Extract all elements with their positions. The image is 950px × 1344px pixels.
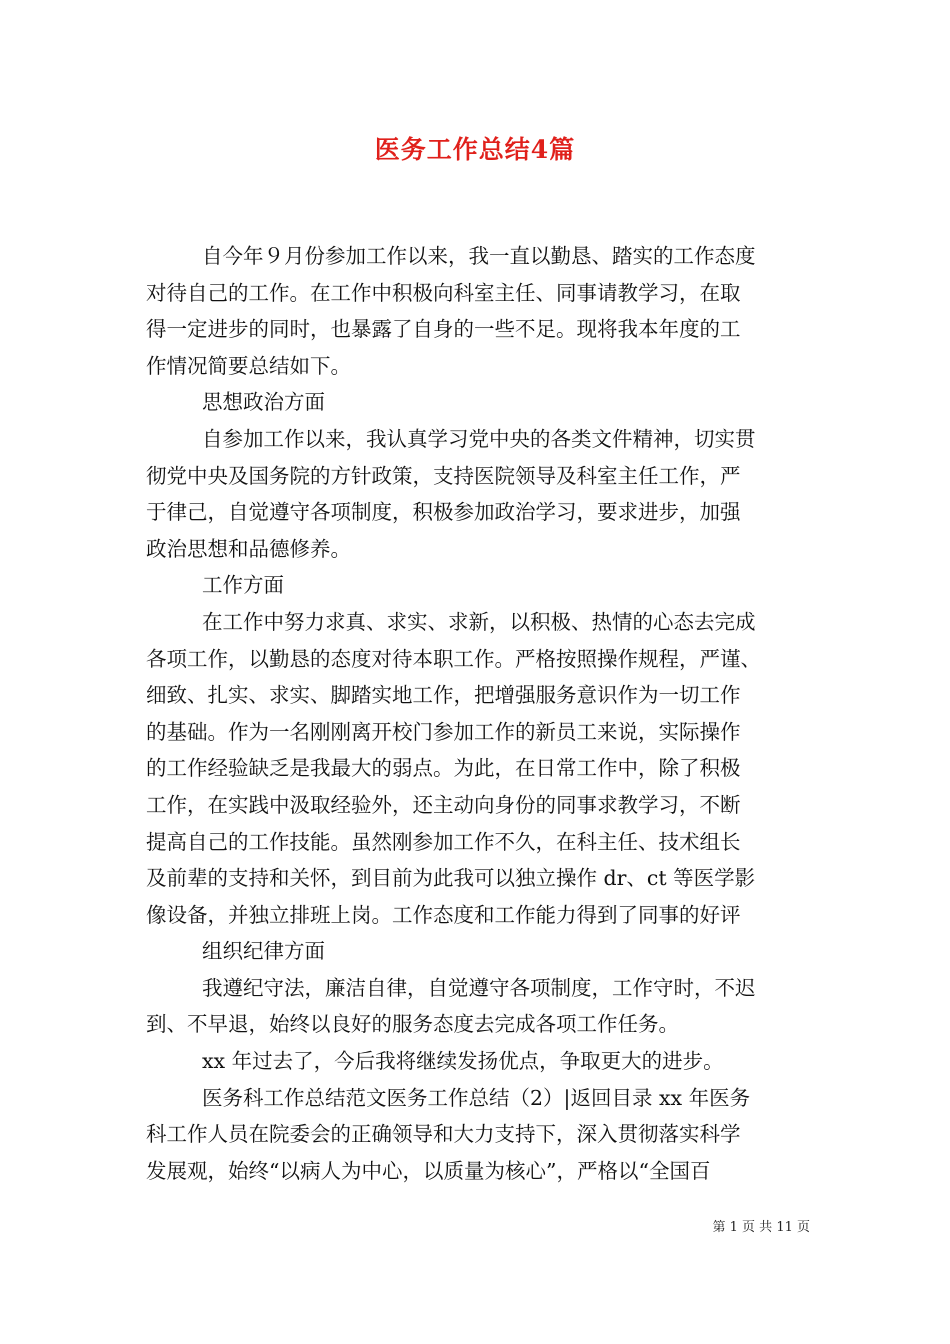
paragraph-line: 科工作人员在院委会的正确领导和大力支持下，深入贯彻落实科学	[146, 1122, 741, 1147]
paragraph-line: 作情况简要总结如下。	[146, 353, 351, 378]
paragraph-line: 对待自己的工作。在工作中积极向科室主任、同事请教学习，在取	[146, 280, 741, 305]
page-number-footer: 第 1 页 共 11 页	[712, 1220, 810, 1235]
paragraph-line: 提高自己的工作技能。虽然刚参加工作不久，在科主任、技术组长	[146, 829, 741, 854]
paragraph-line: 的工作经验缺乏是我最大的弱点。为此，在日常工作中，除了积极	[146, 756, 741, 781]
paragraph-line: xx 年过去了，今后我将继续发扬优点，争取更大的进步。	[202, 1049, 724, 1074]
paragraph-line: 到、不早退，始终以良好的服务态度去完成各项工作任务。	[146, 1012, 679, 1037]
document-title: 医务工作总结4篇	[374, 135, 576, 164]
paragraph-line: 彻党中央及国务院的方针政策，支持医院领导及科室主任工作，严	[146, 463, 741, 488]
paragraph-line: 自参加工作以来，我认真学习党中央的各类文件精神，切实贯	[202, 426, 756, 451]
paragraph-line: 的基础。作为一名刚刚离开校门参加工作的新员工来说，实际操作	[146, 719, 741, 744]
section-heading: 思想政治方面	[202, 390, 325, 415]
paragraph-line: 政治思想和品德修养。	[146, 536, 351, 561]
paragraph-line: 工作，在实践中汲取经验外，还主动向身份的同事求教学习，不断	[146, 792, 741, 817]
paragraph-line: 发展观，始终“以病人为中心，以质量为核心”，严格以“全国百	[146, 1158, 711, 1183]
paragraph-line: 在工作中努力求真、求实、求新，以积极、热情的心态去完成	[202, 609, 756, 634]
section-heading: 工作方面	[202, 573, 284, 598]
paragraph-line: 各项工作，以勤恳的态度对待本职工作。严格按照操作规程，严谨、	[146, 646, 761, 671]
paragraph-line: 得一定进步的同时，也暴露了自身的一些不足。现将我本年度的工	[146, 317, 741, 342]
paragraph-line: 医务科工作总结范文医务工作总结（2）|返回目录 xx 年医务	[202, 1085, 751, 1110]
paragraph-line: 自今年９月份参加工作以来，我一直以勤恳、踏实的工作态度	[202, 244, 756, 268]
paragraph-line: 像设备，并独立排班上岗。工作态度和工作能力得到了同事的好评	[146, 902, 741, 927]
paragraph-line: 于律己，自觉遵守各项制度，积极参加政治学习，要求进步，加强	[146, 500, 741, 525]
document-body	[146, 238, 806, 1189]
paragraph-line: 细致、扎实、求实、脚踏实地工作，把增强服务意识作为一切工作	[146, 683, 741, 708]
paragraph-line: 及前辈的支持和关怀，到目前为此我可以独立操作 dr、ct 等医学影	[146, 866, 756, 891]
paragraph-line: 我遵纪守法，廉洁自律，自觉遵守各项制度，工作守时，不迟	[202, 975, 756, 1000]
section-heading: 组织纪律方面	[202, 939, 325, 964]
